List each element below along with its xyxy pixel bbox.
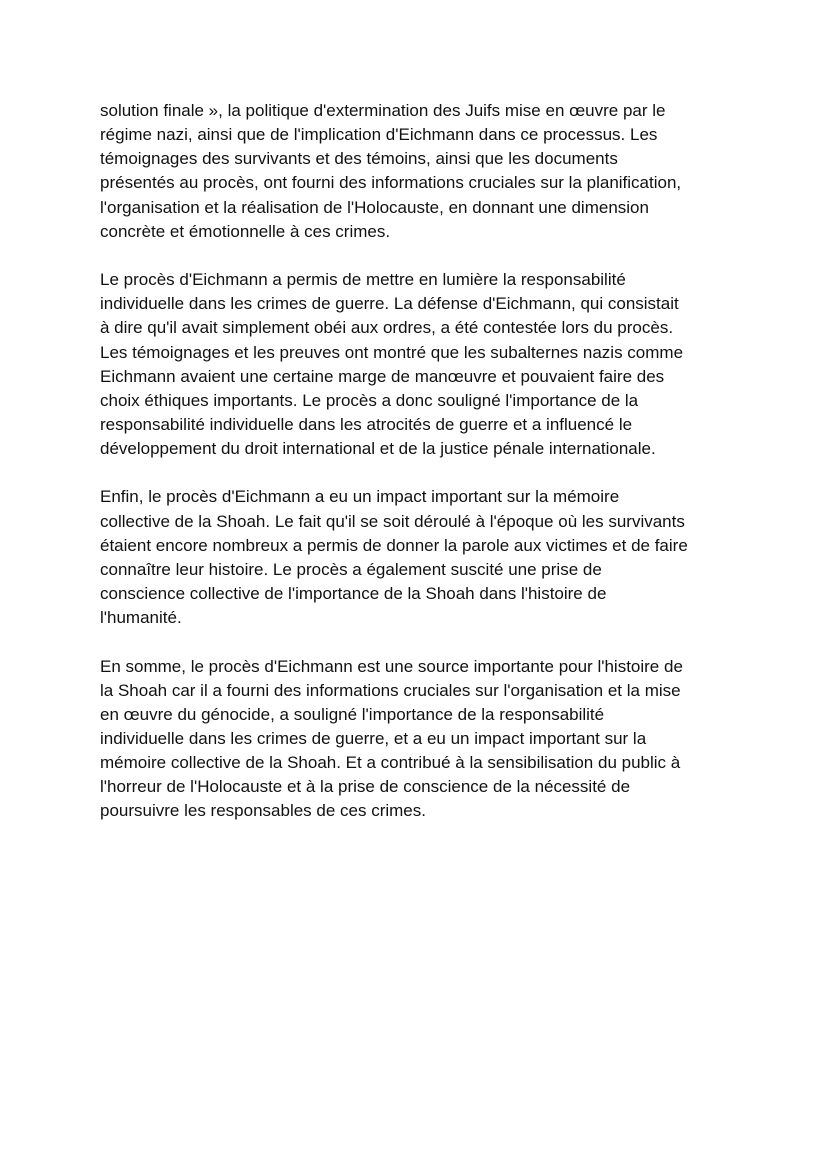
text-line: individuelle dans les crimes de guerre, et a eu un impact important sur la	[100, 729, 647, 749]
text-line: l'humanité.	[100, 608, 182, 628]
text-line: individuelle dans les crimes de guerre. La défense d'Eichmann, qui consistait	[100, 294, 679, 314]
paragraph	[100, 485, 740, 630]
text-line: régime nazi, ainsi que de l'implication d'Eichmann dans ce processus. Les	[100, 125, 658, 145]
text-line: poursuivre les responsables de ces crimes.	[100, 801, 426, 821]
text-line: solution finale », la politique d'extermination des Juifs mise en œuvre par le	[100, 101, 666, 120]
text-line: Enfin, le procès d'Eichmann a eu un impact important sur la mémoire	[100, 487, 620, 507]
text-line: présentés au procès, ont fourni des informations cruciales sur la planification,	[100, 173, 682, 193]
text-line: conscience collective de l'importance de la Shoah dans l'histoire de	[100, 584, 607, 604]
text-line: concrète et émotionnelle à ces crimes.	[100, 221, 391, 241]
text-line: témoignages des survivants et des témoins, ainsi que les documents	[100, 149, 618, 169]
text-line: Eichmann avaient une certaine marge de manœuvre et pouvaient faire des	[100, 366, 665, 386]
paragraph	[100, 655, 740, 824]
text-line: Les témoignages et les preuves ont montré que les subalternes nazis comme	[100, 342, 684, 362]
text-line: collective de la Shoah. Le fait qu'il se soit déroulé à l'époque où les survivants	[100, 511, 685, 531]
text-line: à dire qu'il avait simplement obéi aux ordres, a été contestée lors du procès.	[100, 318, 674, 338]
paragraph	[100, 99, 740, 244]
text-line: connaître leur histoire. Le procès a également suscité une prise de	[100, 559, 602, 579]
document-page	[100, 99, 740, 848]
text-line: l'horreur de l'Holocauste et à la prise de conscience de la nécessité de	[100, 777, 631, 797]
text-line: en œuvre du génocide, a souligné l'importance de la responsabilité	[100, 704, 605, 724]
text-line: l'organisation et la réalisation de l'Holocauste, en donnant une dimension	[100, 197, 649, 217]
text-line: En somme, le procès d'Eichmann est une source importante pour l'histoire de	[100, 656, 683, 676]
text-line: choix éthiques importants. Le procès a donc souligné l'importance de la	[100, 390, 639, 410]
text-line: responsabilité individuelle dans les atrocités de guerre et a influencé le	[100, 415, 633, 435]
paragraph	[100, 268, 740, 461]
text-line: étaient encore nombreux a permis de donner la parole aux victimes et de faire	[100, 535, 688, 555]
text-line: Le procès d'Eichmann a permis de mettre en lumière la responsabilité	[100, 270, 626, 290]
text-line: développement du droit international et de la justice pénale internationale.	[100, 439, 656, 459]
text-line: mémoire collective de la Shoah. Et a contribué à la sensibilisation du public à	[100, 753, 681, 773]
text-line: la Shoah car il a fourni des informations cruciales sur l'organisation et la mise	[100, 680, 681, 700]
